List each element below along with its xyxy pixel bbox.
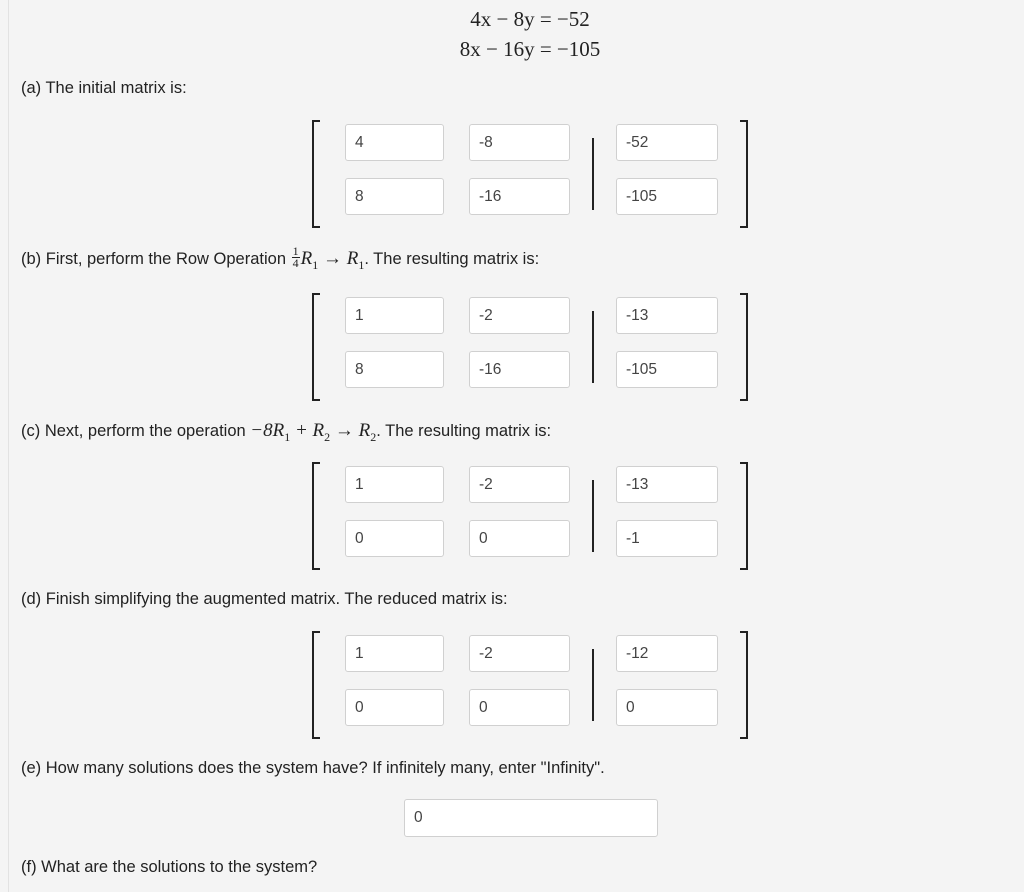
matrix-a-r1c3-input[interactable]: -52 [616,124,718,161]
matrix-c-r2c2-input[interactable]: 0 [469,520,570,557]
matrix-b-r2c3-input[interactable]: -105 [616,351,718,388]
solution-count-input[interactable]: 0 [404,799,658,837]
part-b-text-before: (b) First, perform the Row Operation [21,250,291,268]
matrix-b-r1c1-input[interactable]: 1 [345,297,444,334]
matrix-a-r1c2-input[interactable]: -8 [469,124,570,161]
matrix-c-r1c2-input[interactable]: -2 [469,466,570,503]
matrix-a-r2c2-input[interactable]: -16 [469,178,570,215]
part-f-prompt: (f) What are the solutions to the system? [21,858,318,876]
matrix-c-r1c3-input[interactable]: -13 [616,466,718,503]
matrix-d-r2c2-input[interactable]: 0 [469,689,570,726]
part-b-prompt: (b) First, perform the Row Operation $\frac{1}{4}$ $R_1 \to R_1$. The resulting matrix is: [21,244,540,272]
matrix-c [312,462,748,570]
matrix-b-r1c2-input[interactable]: -2 [469,297,570,334]
left-bracket [312,631,320,739]
matrix-d-r2c3-input[interactable]: 0 [616,689,718,726]
equation-1: 4x − 8y = −52 [470,7,590,31]
part-d-prompt: (d) Finish simplifying the augmented matrix. The reduced matrix is: [21,590,508,608]
matrix-a-r2c1-input[interactable]: 8 [345,178,444,215]
matrix-d-r2c1-input[interactable]: 0 [345,689,444,726]
right-bracket [740,120,748,228]
right-bracket [740,631,748,739]
left-bracket [312,120,320,228]
matrix-a-r2c3-input[interactable]: -105 [616,178,718,215]
left-bracket [312,293,320,401]
matrix-d-r1c2-input[interactable]: -2 [469,635,570,672]
augment-divider [592,649,594,721]
augment-divider [592,311,594,383]
matrix-a-r1c1-input[interactable]: 4 [345,124,444,161]
part-b-text-after: . The resulting matrix is: [364,250,540,268]
part-a-prompt: (a) The initial matrix is: [21,79,187,97]
augment-divider [592,480,594,552]
part-c-prompt: (c) Next, perform the operation $-8R_1 + R_2 \to R_2$. The resulting matrix is: [21,420,552,444]
matrix-a [312,120,748,228]
matrix-c-r2c3-input[interactable]: -1 [616,520,718,557]
matrix-d-r1c3-input[interactable]: -12 [616,635,718,672]
matrix-d [312,631,748,739]
part-e-prompt: (e) How many solutions does the system have? If infinitely many, enter "Infinity". [21,759,605,777]
matrix-c-r1c1-input[interactable]: 1 [345,466,444,503]
right-bracket [740,293,748,401]
matrix-b-r2c1-input[interactable]: 8 [345,351,444,388]
equation-2: 8x − 16y = −105 [459,37,601,61]
part-c-text-after: . The resulting matrix is: [376,422,552,440]
right-bracket [740,462,748,570]
matrix-b [312,293,748,401]
augment-divider [592,138,594,210]
left-bracket [312,462,320,570]
matrix-b-r2c2-input[interactable]: -16 [469,351,570,388]
fraction-one-quarter: $\frac{1}{4}$ [292,244,299,271]
matrix-c-r2c1-input[interactable]: 0 [345,520,444,557]
matrix-b-r1c3-input[interactable]: -13 [616,297,718,334]
matrix-d-r1c1-input[interactable]: 1 [345,635,444,672]
system-of-equations [0,4,1024,64]
part-c-text-before: (c) Next, perform the operation [21,422,251,440]
